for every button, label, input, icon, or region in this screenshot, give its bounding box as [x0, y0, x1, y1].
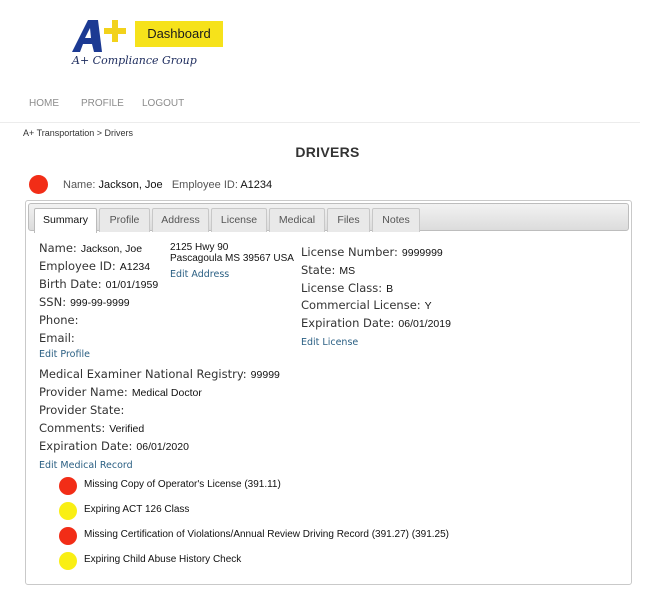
commercial-license-label: Commercial License: — [301, 298, 421, 312]
address-line2: Pascagoula MS 39567 USA — [170, 253, 294, 264]
license-number-label: License Number: — [301, 245, 398, 259]
commercial-license-row — [301, 298, 432, 312]
medical-expiration-value: 06/01/2020 — [136, 441, 189, 453]
address-line1: 2125 Hwy 90 — [170, 242, 229, 253]
medical-expiration-row — [39, 439, 189, 453]
profile-ssn-value: 999-99-9999 — [70, 297, 130, 309]
nav-profile-link[interactable]: PROFILE — [81, 98, 124, 109]
nav-logout-link[interactable]: LOGOUT — [142, 98, 185, 109]
provider-name-row — [39, 385, 202, 399]
breadcrumb[interactable]: A+ Transportation > Drivers — [23, 128, 134, 138]
page-title: DRIVERS — [295, 144, 360, 160]
alert-status-dot — [59, 527, 77, 545]
license-number-row — [301, 245, 443, 259]
license-class-row — [301, 281, 393, 295]
comments-row — [39, 421, 144, 435]
medical-registry-row — [39, 367, 280, 381]
medical-expiration-label: Expiration Date: — [39, 439, 133, 453]
profile-employee-id-row — [39, 259, 150, 273]
profile-employee-id-value: A1234 — [119, 261, 151, 273]
employee-id-label: Employee ID: — [171, 179, 238, 191]
profile-email-row — [39, 331, 79, 345]
license-state-label: State: — [301, 263, 336, 277]
tab-summary[interactable]: Summary — [34, 208, 97, 233]
profile-phone-label: Phone: — [39, 313, 79, 327]
license-expiration-row — [301, 316, 451, 330]
profile-email-label: Email: — [39, 331, 75, 345]
profile-birth-date-label: Birth Date: — [39, 277, 102, 291]
profile-ssn-label: SSN: — [39, 295, 67, 309]
profile-ssn-row — [39, 295, 130, 309]
driver-status-dot — [29, 175, 48, 194]
commercial-license-value: Y — [424, 300, 432, 312]
tab-medical[interactable]: Medical — [269, 208, 325, 232]
tab-bar — [28, 203, 629, 231]
license-state-row — [301, 263, 355, 277]
edit-medical-record-link[interactable]: Edit Medical Record — [39, 460, 133, 471]
nav-home-link[interactable]: HOME — [29, 98, 59, 109]
driver-employee-id: A1234 — [240, 179, 273, 191]
license-number-value: 9999999 — [401, 247, 443, 259]
driver-name: Jackson, Joe — [98, 179, 163, 191]
profile-birth-date-value: 01/01/1959 — [105, 279, 159, 291]
dashboard-button[interactable]: Dashboard — [135, 21, 223, 47]
tab-notes[interactable]: Notes — [372, 208, 420, 232]
profile-name-value: Jackson, Joe — [80, 243, 143, 255]
tab-files[interactable]: Files — [327, 208, 370, 232]
name-label: Name: — [63, 179, 96, 191]
tab-address[interactable]: Address — [152, 208, 209, 232]
edit-license-link[interactable]: Edit License — [301, 337, 359, 348]
profile-name-row — [39, 241, 142, 255]
driver-detail-panel — [25, 200, 632, 585]
alert-status-dot — [59, 552, 77, 570]
medical-registry-value: 99999 — [250, 369, 280, 381]
provider-name-value: Medical Doctor — [131, 387, 202, 399]
alert-status-dot — [59, 477, 77, 495]
nav-divider — [0, 122, 640, 123]
alert-text: Expiring Child Abuse History Check — [84, 554, 242, 565]
alert-text: Missing Certification of Violations/Annual Review Driving Record (391.27) (391.25) — [84, 529, 449, 540]
license-expiration-value: 06/01/2019 — [398, 318, 451, 330]
license-expiration-label: Expiration Date: — [301, 316, 395, 330]
edit-profile-link[interactable]: Edit Profile — [39, 349, 90, 360]
profile-name-label: Name: — [39, 241, 77, 255]
provider-state-label: Provider State: — [39, 403, 125, 417]
tab-profile[interactable]: Profile — [99, 208, 150, 232]
alert-text: Expiring ACT 126 Class — [84, 504, 190, 515]
profile-birth-date-row — [39, 277, 158, 291]
edit-address-link[interactable]: Edit Address — [170, 269, 230, 280]
profile-phone-row — [39, 313, 83, 327]
profile-employee-id-label: Employee ID: — [39, 259, 116, 273]
comments-value: Verified — [109, 423, 145, 435]
comments-label: Comments: — [39, 421, 106, 435]
license-state-value: MS — [339, 265, 356, 277]
medical-registry-label: Medical Examiner National Registry: — [39, 367, 247, 381]
alert-text: Missing Copy of Operator's License (391.11) — [84, 479, 281, 490]
driver-summary — [63, 179, 272, 191]
license-class-label: License Class: — [301, 281, 383, 295]
tab-license[interactable]: License — [211, 208, 267, 232]
provider-name-label: Provider Name: — [39, 385, 128, 399]
license-class-value: B — [386, 283, 394, 295]
alert-status-dot — [59, 502, 77, 520]
provider-state-row — [39, 403, 128, 417]
logo-text: A+ Compliance Group — [72, 54, 197, 67]
a-plus-logo-icon — [70, 18, 130, 54]
